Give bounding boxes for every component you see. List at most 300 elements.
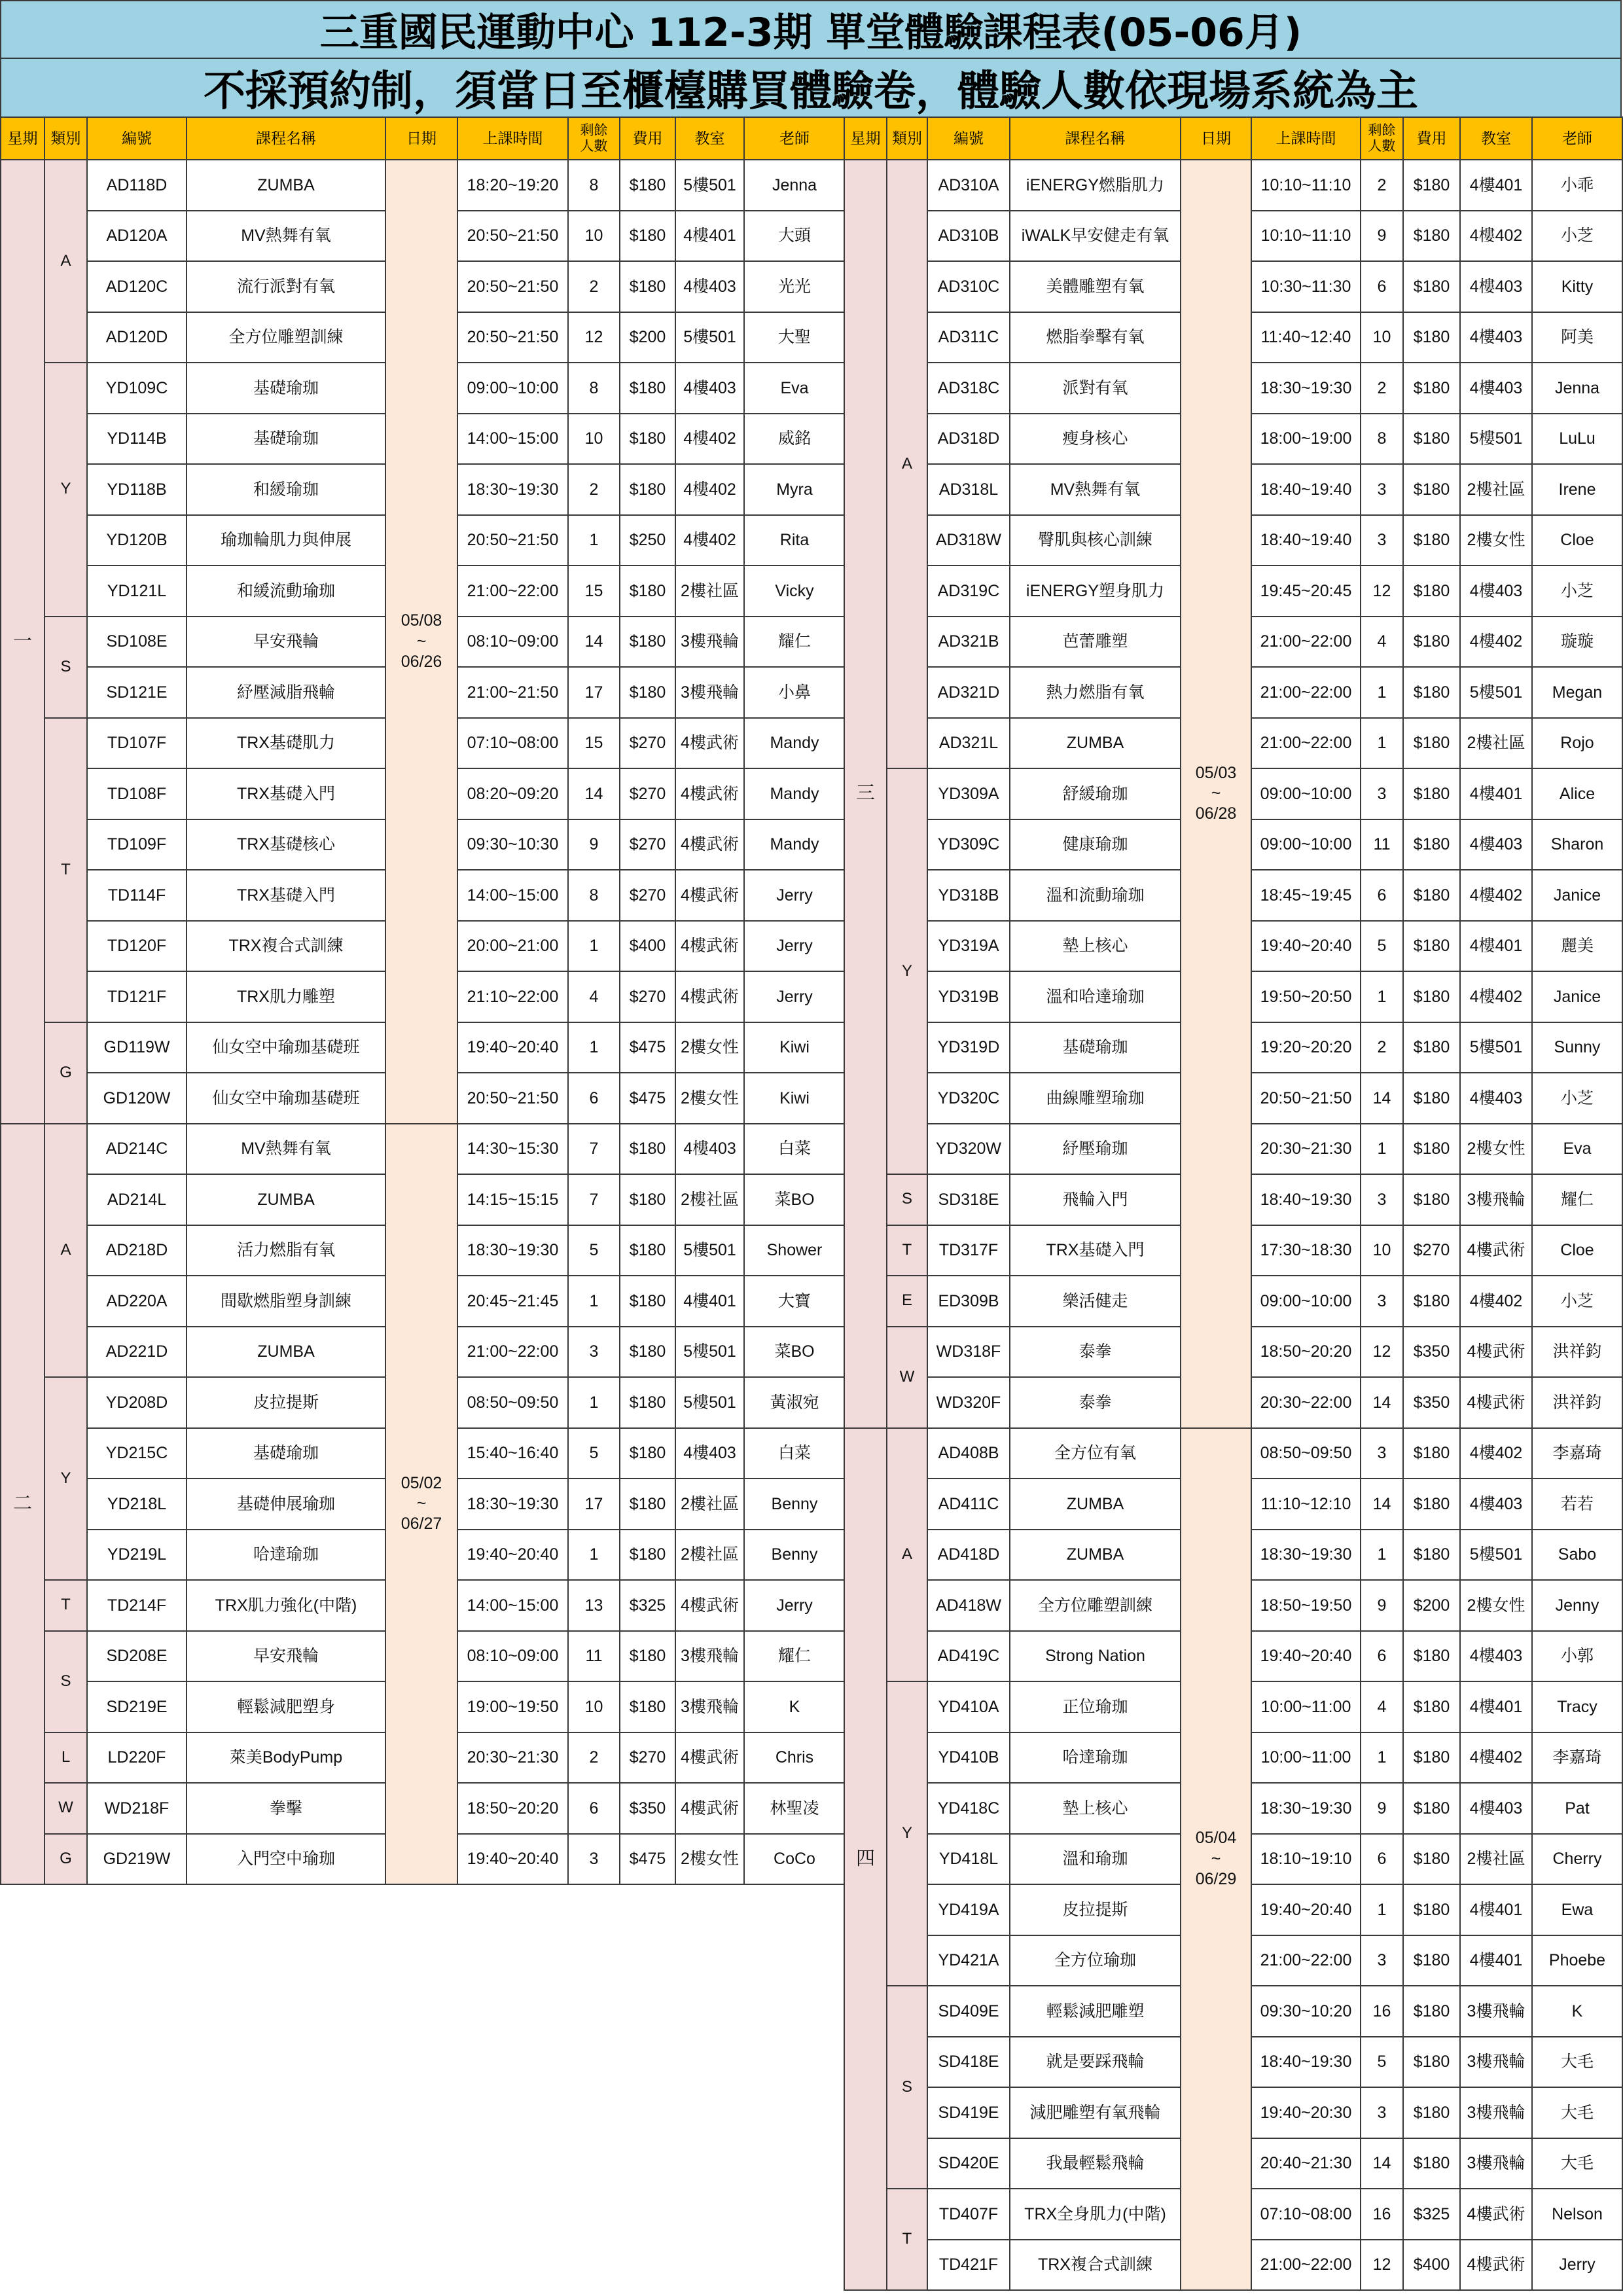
course-name: 入門空中瑜珈 xyxy=(187,1834,385,1885)
fee: $180 xyxy=(620,414,675,465)
class-time: 18:50~19:50 xyxy=(1251,1580,1361,1631)
remaining-count: 3 xyxy=(568,1834,620,1885)
course-code: LD220F xyxy=(87,1732,187,1784)
teacher-header: 老師 xyxy=(1532,117,1622,160)
class-time: 08:50~09:50 xyxy=(457,1377,568,1428)
remaining-header-line: 剩餘 xyxy=(580,123,608,139)
teacher-name: 大聖 xyxy=(744,312,845,363)
classroom: 4樓403 xyxy=(1460,1073,1532,1124)
course-code: AD408B xyxy=(927,1428,1010,1479)
classroom: 4樓402 xyxy=(675,464,744,515)
classroom: 4樓武術 xyxy=(675,768,744,819)
class-time: 21:00~22:00 xyxy=(1251,718,1361,769)
teacher-name: Tracy xyxy=(1532,1681,1622,1732)
course-code: YD418C xyxy=(927,1783,1010,1834)
fee: $180 xyxy=(1403,1174,1460,1225)
classroom: 4樓武術 xyxy=(1460,1327,1532,1378)
course-code: AD419C xyxy=(927,1631,1010,1682)
course-code: TD114F xyxy=(87,870,187,921)
class-time: 11:40~12:40 xyxy=(1251,312,1361,363)
course-code: AD214L xyxy=(87,1174,187,1225)
course-name: ZUMBA xyxy=(1010,718,1181,769)
course-code: YD218L xyxy=(87,1479,187,1530)
teacher-name: 黃淑宛 xyxy=(744,1377,845,1428)
header-row xyxy=(1,117,845,160)
course-code: AD321D xyxy=(927,667,1010,718)
teacher-name: Cloe xyxy=(1532,1225,1622,1276)
schedule-table-left xyxy=(0,117,846,1885)
teacher-name: Eva xyxy=(1532,1124,1622,1175)
fee: $200 xyxy=(1403,1580,1460,1631)
course-code: YD319D xyxy=(927,1022,1010,1073)
date-header: 日期 xyxy=(1181,117,1251,160)
category-cell: L xyxy=(45,1732,87,1784)
course-name: ZUMBA xyxy=(187,1174,385,1225)
class-time: 20:40~21:30 xyxy=(1251,2138,1361,2189)
remaining-count: 9 xyxy=(1361,211,1403,262)
classroom: 5樓501 xyxy=(675,160,744,211)
teacher-name: 大毛 xyxy=(1532,2087,1622,2138)
classroom: 5樓501 xyxy=(675,1327,744,1378)
remaining-count: 1 xyxy=(1361,718,1403,769)
teacher-name: Cherry xyxy=(1532,1834,1622,1885)
course-name: ZUMBA xyxy=(1010,1530,1181,1581)
course-name: TRX基礎入門 xyxy=(187,870,385,921)
course-code: YD309C xyxy=(927,819,1010,870)
remaining-header xyxy=(1361,117,1403,160)
remaining-count: 12 xyxy=(1361,565,1403,617)
teacher-name: 大毛 xyxy=(1532,2138,1622,2189)
course-name: iENERGY燃脂肌力 xyxy=(1010,160,1181,211)
course-code: YD318B xyxy=(927,870,1010,921)
course-code: SD420E xyxy=(927,2138,1010,2189)
table-row xyxy=(844,160,1622,211)
remaining-count: 16 xyxy=(1361,1986,1403,2037)
class-time: 09:30~10:30 xyxy=(457,819,568,870)
course-name: 芭蕾雕塑 xyxy=(1010,617,1181,668)
course-name: 全方位雕塑訓練 xyxy=(187,312,385,363)
course-name: iWALK早安健走有氧 xyxy=(1010,211,1181,262)
classroom: 4樓403 xyxy=(1460,1783,1532,1834)
class-time: 20:30~21:30 xyxy=(1251,1124,1361,1175)
classroom: 4樓403 xyxy=(675,1428,744,1479)
class-time: 08:50~09:50 xyxy=(1251,1428,1361,1479)
remaining-count: 6 xyxy=(568,1073,620,1124)
teacher-name: Kiwi xyxy=(744,1022,845,1073)
table-row xyxy=(1,160,845,211)
classroom: 4樓401 xyxy=(1460,768,1532,819)
teacher-name: 大毛 xyxy=(1532,2037,1622,2088)
classroom: 4樓武術 xyxy=(1460,2189,1532,2240)
classroom: 4樓402 xyxy=(1460,1428,1532,1479)
remaining-count: 8 xyxy=(568,363,620,414)
teacher-name: 洪祥鈞 xyxy=(1532,1377,1622,1428)
class-time: 19:40~20:40 xyxy=(457,1530,568,1581)
course-code: YD120B xyxy=(87,515,187,566)
remaining-count: 1 xyxy=(1361,1732,1403,1784)
remaining-count: 2 xyxy=(568,261,620,312)
remaining-count: 7 xyxy=(568,1174,620,1225)
course-name: 基礎伸展瑜珈 xyxy=(187,1479,385,1530)
remaining-count: 2 xyxy=(568,464,620,515)
fee: $180 xyxy=(620,261,675,312)
course-code: WD320F xyxy=(927,1377,1010,1428)
classroom: 4樓武術 xyxy=(675,819,744,870)
remaining-count: 5 xyxy=(1361,921,1403,972)
code-header: 編號 xyxy=(927,117,1010,160)
course-name: 基礎瑜珈 xyxy=(187,363,385,414)
course-name: 和緩瑜珈 xyxy=(187,464,385,515)
course-code: SD409E xyxy=(927,1986,1010,2037)
course-code: AD318W xyxy=(927,515,1010,566)
course-name: 全方位有氧 xyxy=(1010,1428,1181,1479)
remaining-count: 10 xyxy=(568,1681,620,1732)
course-name: 臀肌與核心訓練 xyxy=(1010,515,1181,566)
teacher-name: Mandy xyxy=(744,718,845,769)
remaining-count: 12 xyxy=(1361,2240,1403,2291)
course-name: TRX基礎入門 xyxy=(1010,1225,1181,1276)
course-name: TRX基礎入門 xyxy=(187,768,385,819)
course-code: ED309B xyxy=(927,1276,1010,1327)
fee: $180 xyxy=(1403,2138,1460,2189)
fee: $180 xyxy=(1403,1479,1460,1530)
header-row xyxy=(844,117,1622,160)
teacher-name: Eva xyxy=(744,363,845,414)
teacher-name: Irene xyxy=(1532,464,1622,515)
page-title: 三重國民運動中心 112-3期 單堂體驗課程表(05-06月) xyxy=(0,0,1622,59)
remaining-count: 8 xyxy=(568,160,620,211)
course-code: GD120W xyxy=(87,1073,187,1124)
course-code: YD319B xyxy=(927,971,1010,1022)
course-name: TRX肌力雕塑 xyxy=(187,971,385,1022)
date-header: 日期 xyxy=(385,117,457,160)
weekday-header: 星期 xyxy=(1,117,45,160)
course-name: 瑜珈輪肌力與伸展 xyxy=(187,515,385,566)
category-cell: Y xyxy=(887,768,927,1174)
remaining-count: 9 xyxy=(568,819,620,870)
classroom: 4樓403 xyxy=(1460,1479,1532,1530)
class-time: 19:50~20:50 xyxy=(1251,971,1361,1022)
classroom: 4樓401 xyxy=(675,211,744,262)
class-time: 20:45~21:45 xyxy=(457,1276,568,1327)
classroom: 4樓403 xyxy=(1460,261,1532,312)
fee: $475 xyxy=(620,1073,675,1124)
course-code: AD418W xyxy=(927,1580,1010,1631)
class-time: 10:30~11:30 xyxy=(1251,261,1361,312)
course-name: MV熱舞有氧 xyxy=(187,211,385,262)
classroom: 4樓武術 xyxy=(675,718,744,769)
classroom: 4樓402 xyxy=(1460,617,1532,668)
course-name: 拳擊 xyxy=(187,1783,385,1834)
category-cell: W xyxy=(45,1783,87,1834)
fee: $400 xyxy=(1403,2240,1460,2291)
course-name: 輕鬆減肥雕塑 xyxy=(1010,1986,1181,2037)
remaining-count: 3 xyxy=(1361,1428,1403,1479)
table-body xyxy=(844,160,1622,2290)
remaining-count: 3 xyxy=(1361,515,1403,566)
classroom: 3樓飛輪 xyxy=(1460,1174,1532,1225)
remaining-count: 1 xyxy=(568,515,620,566)
class-time: 08:20~09:20 xyxy=(457,768,568,819)
fee: $180 xyxy=(620,617,675,668)
course-name: 早安飛輪 xyxy=(187,617,385,668)
course-code: AD221D xyxy=(87,1327,187,1378)
course-code: SD418E xyxy=(927,2037,1010,2088)
class-time: 18:50~20:20 xyxy=(457,1783,568,1834)
class-time: 07:10~08:00 xyxy=(457,718,568,769)
classroom: 4樓403 xyxy=(1460,819,1532,870)
classroom: 4樓武術 xyxy=(675,1732,744,1784)
classroom: 2樓社區 xyxy=(675,1174,744,1225)
teacher-name: Janice xyxy=(1532,971,1622,1022)
course-code: TD107F xyxy=(87,718,187,769)
date-range-part: 05/08 xyxy=(401,611,442,630)
class-time: 19:45~20:45 xyxy=(1251,565,1361,617)
fee: $180 xyxy=(620,160,675,211)
remaining-count: 17 xyxy=(568,667,620,718)
fee: $180 xyxy=(1403,1783,1460,1834)
fee: $180 xyxy=(1403,1530,1460,1581)
date-range xyxy=(1181,160,1251,1428)
teacher-name: 小芝 xyxy=(1532,1276,1622,1327)
remaining-count: 10 xyxy=(568,211,620,262)
course-name-header: 課程名稱 xyxy=(187,117,385,160)
date-range-part: 06/27 xyxy=(401,1515,442,1534)
teacher-name: Janice xyxy=(1532,870,1622,921)
course-name: 哈達瑜珈 xyxy=(1010,1732,1181,1784)
fee: $180 xyxy=(1403,617,1460,668)
classroom: 2樓女性 xyxy=(675,1834,744,1885)
course-name: 紓壓減脂飛輪 xyxy=(187,667,385,718)
remaining-count: 4 xyxy=(1361,617,1403,668)
remaining-count: 9 xyxy=(1361,1783,1403,1834)
fee: $270 xyxy=(620,819,675,870)
classroom: 2樓女性 xyxy=(1460,1580,1532,1631)
teacher-name: 阿美 xyxy=(1532,312,1622,363)
classroom: 4樓武術 xyxy=(675,1783,744,1834)
course-name: 溫和瑜珈 xyxy=(1010,1834,1181,1885)
classroom: 3樓飛輪 xyxy=(1460,2087,1532,2138)
teacher-name: 若若 xyxy=(1532,1479,1622,1530)
category-cell: A xyxy=(45,1124,87,1378)
course-name: 基礎瑜珈 xyxy=(1010,1022,1181,1073)
teacher-name: Jerry xyxy=(744,921,845,972)
classroom: 5樓501 xyxy=(675,1225,744,1276)
class-time: 21:00~22:00 xyxy=(1251,2240,1361,2291)
fee: $180 xyxy=(620,1327,675,1378)
teacher-name: K xyxy=(1532,1986,1622,2037)
teacher-name: Phoebe xyxy=(1532,1935,1622,1986)
remaining-header-line: 人數 xyxy=(1368,138,1396,154)
fee: $180 xyxy=(1403,1428,1460,1479)
class-time: 20:50~21:50 xyxy=(457,515,568,566)
fee: $180 xyxy=(1403,261,1460,312)
category-cell: S xyxy=(887,1986,927,2189)
remaining-count: 2 xyxy=(1361,160,1403,211)
teacher-name: 小芝 xyxy=(1532,1073,1622,1124)
class-time: 18:30~19:30 xyxy=(457,464,568,515)
teacher-name: Ewa xyxy=(1532,1884,1622,1935)
teacher-name: 白菜 xyxy=(744,1428,845,1479)
remaining-count: 11 xyxy=(568,1631,620,1682)
classroom: 2樓女性 xyxy=(675,1073,744,1124)
class-time: 14:00~15:00 xyxy=(457,1580,568,1631)
class-time: 19:40~20:40 xyxy=(1251,921,1361,972)
fee: $180 xyxy=(1403,363,1460,414)
category-cell: Y xyxy=(45,363,87,617)
class-time: 18:30~19:30 xyxy=(457,1225,568,1276)
course-name: 哈達瑜珈 xyxy=(187,1530,385,1581)
class-time: 09:30~10:20 xyxy=(1251,1986,1361,2037)
fee: $270 xyxy=(620,971,675,1022)
category-cell: Y xyxy=(887,1681,927,1986)
category-cell: G xyxy=(45,1834,87,1885)
remaining-count: 2 xyxy=(1361,1022,1403,1073)
teacher-name: Jerry xyxy=(744,971,845,1022)
fee: $400 xyxy=(620,921,675,972)
fee: $180 xyxy=(620,565,675,617)
class-time: 14:15~15:15 xyxy=(457,1174,568,1225)
remaining-count: 10 xyxy=(1361,1225,1403,1276)
class-time: 08:10~09:00 xyxy=(457,617,568,668)
teacher-name: 麗美 xyxy=(1532,921,1622,972)
teacher-name: Jenny xyxy=(1532,1580,1622,1631)
date-range-part: 05/02 xyxy=(401,1473,442,1492)
classroom-header: 教室 xyxy=(675,117,744,160)
course-code: AD321B xyxy=(927,617,1010,668)
fee-header: 費用 xyxy=(620,117,675,160)
course-name: TRX全身肌力(中階) xyxy=(1010,2189,1181,2240)
date-range-part: ~ xyxy=(1211,784,1221,803)
teacher-name: Benny xyxy=(744,1530,845,1581)
class-time: 14:00~15:00 xyxy=(457,414,568,465)
course-name: iENERGY塑身肌力 xyxy=(1010,565,1181,617)
course-name: MV熱舞有氧 xyxy=(187,1124,385,1175)
fee: $180 xyxy=(620,211,675,262)
classroom: 4樓403 xyxy=(1460,565,1532,617)
course-code: YD215C xyxy=(87,1428,187,1479)
course-code: YD418L xyxy=(927,1834,1010,1885)
schedule-table-right xyxy=(844,117,1623,2291)
teacher-name: Mandy xyxy=(744,768,845,819)
fee: $270 xyxy=(620,870,675,921)
class-time: 21:00~22:00 xyxy=(1251,1935,1361,1986)
course-name: 樂活健走 xyxy=(1010,1276,1181,1327)
remaining-count: 1 xyxy=(568,1276,620,1327)
fee: $180 xyxy=(620,363,675,414)
course-code: AD310C xyxy=(927,261,1010,312)
class-time: 21:00~22:00 xyxy=(1251,667,1361,718)
course-code: AD411C xyxy=(927,1479,1010,1530)
class-time: 20:30~22:00 xyxy=(1251,1377,1361,1428)
fee: $180 xyxy=(1403,1732,1460,1784)
course-name: 瘦身核心 xyxy=(1010,414,1181,465)
course-name: 間歇燃脂塑身訓練 xyxy=(187,1276,385,1327)
course-code: YD421A xyxy=(927,1935,1010,1986)
course-code: YD320C xyxy=(927,1073,1010,1124)
teacher-name: Shower xyxy=(744,1225,845,1276)
class-time: 09:00~10:00 xyxy=(1251,768,1361,819)
fee: $180 xyxy=(1403,921,1460,972)
remaining-count: 14 xyxy=(1361,1073,1403,1124)
classroom: 3樓飛輪 xyxy=(675,667,744,718)
remaining-count: 3 xyxy=(1361,768,1403,819)
teacher-name: 菜BO xyxy=(744,1327,845,1378)
remaining-count: 3 xyxy=(1361,1276,1403,1327)
date-range-part: 05/04 xyxy=(1195,1829,1237,1848)
class-time: 18:10~19:10 xyxy=(1251,1834,1361,1885)
date-range-part: 05/03 xyxy=(1195,763,1237,782)
remaining-count: 1 xyxy=(568,1377,620,1428)
classroom: 4樓武術 xyxy=(675,921,744,972)
class-time: 20:50~21:50 xyxy=(457,1073,568,1124)
remaining-count: 2 xyxy=(568,1732,620,1784)
class-time: 18:40~19:30 xyxy=(1251,2037,1361,2088)
classroom: 3樓飛輪 xyxy=(675,1631,744,1682)
class-time: 20:50~21:50 xyxy=(1251,1073,1361,1124)
class-time: 21:00~21:50 xyxy=(457,667,568,718)
course-name: 熱力燃脂有氧 xyxy=(1010,667,1181,718)
course-name: 飛輪入門 xyxy=(1010,1174,1181,1225)
course-code: WD218F xyxy=(87,1783,187,1834)
class-time: 20:50~21:50 xyxy=(457,211,568,262)
fee: $180 xyxy=(620,464,675,515)
remaining-count: 1 xyxy=(568,1530,620,1581)
fee: $270 xyxy=(620,768,675,819)
classroom-header: 教室 xyxy=(1460,117,1532,160)
course-code: SD208E xyxy=(87,1631,187,1682)
remaining-count: 3 xyxy=(1361,464,1403,515)
classroom: 2樓女性 xyxy=(1460,1124,1532,1175)
course-code: SD318E xyxy=(927,1174,1010,1225)
fee: $180 xyxy=(1403,2087,1460,2138)
course-name: 紓壓瑜珈 xyxy=(1010,1124,1181,1175)
teacher-name: Benny xyxy=(744,1479,845,1530)
remaining-count: 4 xyxy=(568,971,620,1022)
classroom: 4樓403 xyxy=(1460,312,1532,363)
date-range xyxy=(385,160,457,1124)
category-cell: S xyxy=(45,1631,87,1732)
time-header: 上課時間 xyxy=(1251,117,1361,160)
fee: $180 xyxy=(1403,1834,1460,1885)
teacher-name: 小鼻 xyxy=(744,667,845,718)
classroom: 4樓402 xyxy=(1460,870,1532,921)
date-range-part: ~ xyxy=(416,632,427,651)
classroom: 2樓社區 xyxy=(675,565,744,617)
classroom: 4樓武術 xyxy=(1460,1225,1532,1276)
remaining-count: 10 xyxy=(1361,312,1403,363)
remaining-count: 14 xyxy=(568,768,620,819)
remaining-count: 12 xyxy=(568,312,620,363)
category-header: 類別 xyxy=(45,117,87,160)
course-name: 基礎瑜珈 xyxy=(187,414,385,465)
remaining-count: 5 xyxy=(568,1428,620,1479)
remaining-count: 6 xyxy=(1361,1631,1403,1682)
class-time: 09:00~10:00 xyxy=(457,363,568,414)
category-cell: G xyxy=(45,1022,87,1124)
remaining-count: 12 xyxy=(1361,1327,1403,1378)
fee: $180 xyxy=(1403,1986,1460,2037)
remaining-header-line: 人數 xyxy=(580,138,608,154)
teacher-name: Rita xyxy=(744,515,845,566)
teacher-name: 耀仁 xyxy=(744,1631,845,1682)
course-name: 美體雕塑有氧 xyxy=(1010,261,1181,312)
course-name: 泰拳 xyxy=(1010,1377,1181,1428)
class-time: 20:30~21:30 xyxy=(457,1732,568,1784)
class-time: 18:40~19:40 xyxy=(1251,464,1361,515)
category-cell: Y xyxy=(45,1377,87,1580)
table-header xyxy=(1,117,845,160)
